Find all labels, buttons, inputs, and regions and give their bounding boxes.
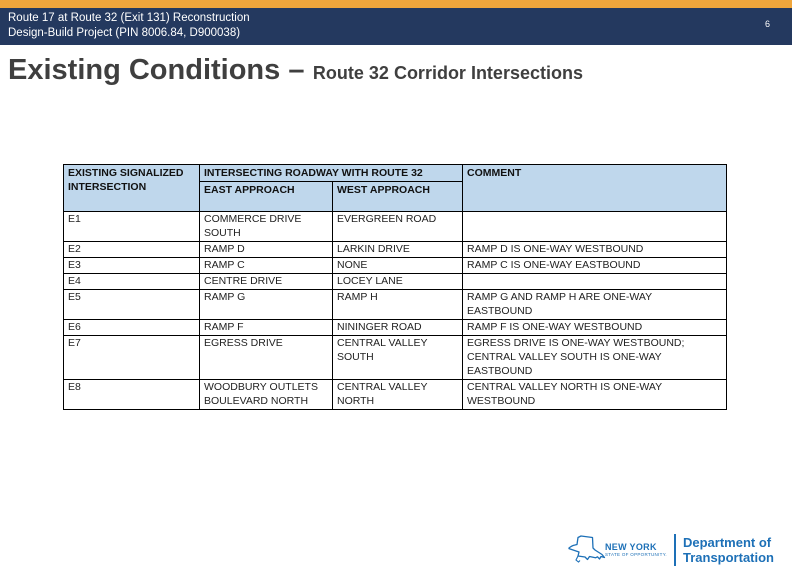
east-approach-cell: RAMP G	[200, 290, 333, 320]
intersection-id-cell: E4	[64, 274, 200, 290]
header-cell-roadway-group: INTERSECTING ROADWAY WITH ROUTE 32	[200, 165, 463, 182]
slide-title	[8, 54, 583, 87]
intersection-id-cell: E2	[64, 242, 200, 258]
table-row	[64, 290, 727, 320]
header-cell-intersection: EXISTING SIGNALIZED INTERSECTION	[64, 165, 200, 212]
logo-divider	[674, 534, 676, 566]
intersections-table-body	[64, 212, 727, 410]
intersection-id-cell: E7	[64, 336, 200, 380]
intersection-id-cell: E5	[64, 290, 200, 320]
west-approach-cell: RAMP H	[333, 290, 463, 320]
east-approach-cell: EGRESS DRIVE	[200, 336, 333, 380]
slide-title-sub: Route 32 Corridor Intersections	[312, 63, 583, 83]
comment-cell	[463, 212, 727, 242]
table-header-row-1	[64, 165, 727, 182]
west-approach-cell: CENTRAL VALLEY SOUTH	[333, 336, 463, 380]
logo-department-line1: Department of	[682, 535, 772, 550]
west-approach-cell: CENTRAL VALLEY NORTH	[333, 380, 463, 410]
east-approach-cell: RAMP D	[200, 242, 333, 258]
east-approach-cell: WOODBURY OUTLETS BOULEVARD NORTH	[200, 380, 333, 410]
comment-cell: RAMP G AND RAMP H ARE ONE-WAY EASTBOUND	[463, 290, 727, 320]
slide-header-bar	[0, 8, 792, 45]
ny-state-outline-icon	[565, 532, 609, 568]
intersection-id-cell: E8	[64, 380, 200, 410]
header-cell-east-approach: EAST APPROACH	[200, 182, 333, 212]
table-row	[64, 258, 727, 274]
east-approach-cell: CENTRE DRIVE	[200, 274, 333, 290]
page-number: 6	[764, 19, 770, 29]
project-title-line1: Route 17 at Route 32 (Exit 131) Reconstruction	[8, 12, 250, 24]
east-approach-cell: COMMERCE DRIVE SOUTH	[200, 212, 333, 242]
comment-cell	[463, 274, 727, 290]
slide-title-main: Existing Conditions –	[8, 54, 305, 86]
table-row	[64, 212, 727, 242]
nysdot-logo	[565, 532, 774, 568]
table-row	[64, 242, 727, 258]
logo-new-york-label: NEW YORK	[605, 542, 657, 552]
comment-cell: RAMP C IS ONE-WAY EASTBOUND	[463, 258, 727, 274]
intersections-table	[63, 164, 727, 410]
logo-department-text	[683, 535, 774, 565]
comment-cell: CENTRAL VALLEY NORTH IS ONE-WAY WESTBOUND	[463, 380, 727, 410]
west-approach-cell: EVERGREEN ROAD	[333, 212, 463, 242]
header-cell-west-approach: WEST APPROACH	[333, 182, 463, 212]
table-row	[64, 320, 727, 336]
intersections-table-header	[64, 165, 727, 212]
east-approach-cell: RAMP F	[200, 320, 333, 336]
logo-state-of-opportunity-label: STATE OF OPPORTUNITY.	[605, 552, 667, 557]
comment-cell: EGRESS DRIVE IS ONE-WAY WESTBOUND; CENTRAL VALLEY SOUTH IS ONE-WAY EASTBOUND	[463, 336, 727, 380]
project-title	[8, 11, 250, 41]
west-approach-cell: NONE	[333, 258, 463, 274]
comment-cell: RAMP D IS ONE-WAY WESTBOUND	[463, 242, 727, 258]
table-row	[64, 380, 727, 410]
intersection-id-cell: E3	[64, 258, 200, 274]
header-cell-comment: COMMENT	[463, 165, 727, 212]
table-row	[64, 274, 727, 290]
east-approach-cell: RAMP C	[200, 258, 333, 274]
west-approach-cell: LARKIN DRIVE	[333, 242, 463, 258]
intersection-id-cell: E6	[64, 320, 200, 336]
west-approach-cell: NININGER ROAD	[333, 320, 463, 336]
intersection-id-cell: E1	[64, 212, 200, 242]
west-approach-cell: LOCEY LANE	[333, 274, 463, 290]
logo-department-line2: Transportation	[682, 550, 774, 565]
comment-cell: RAMP F IS ONE-WAY WESTBOUND	[463, 320, 727, 336]
table-row	[64, 336, 727, 380]
project-title-line2: Design-Build Project (PIN 8006.84, D900038)	[8, 27, 241, 39]
logo-brand-text	[605, 542, 667, 558]
top-accent-strip	[0, 0, 792, 8]
